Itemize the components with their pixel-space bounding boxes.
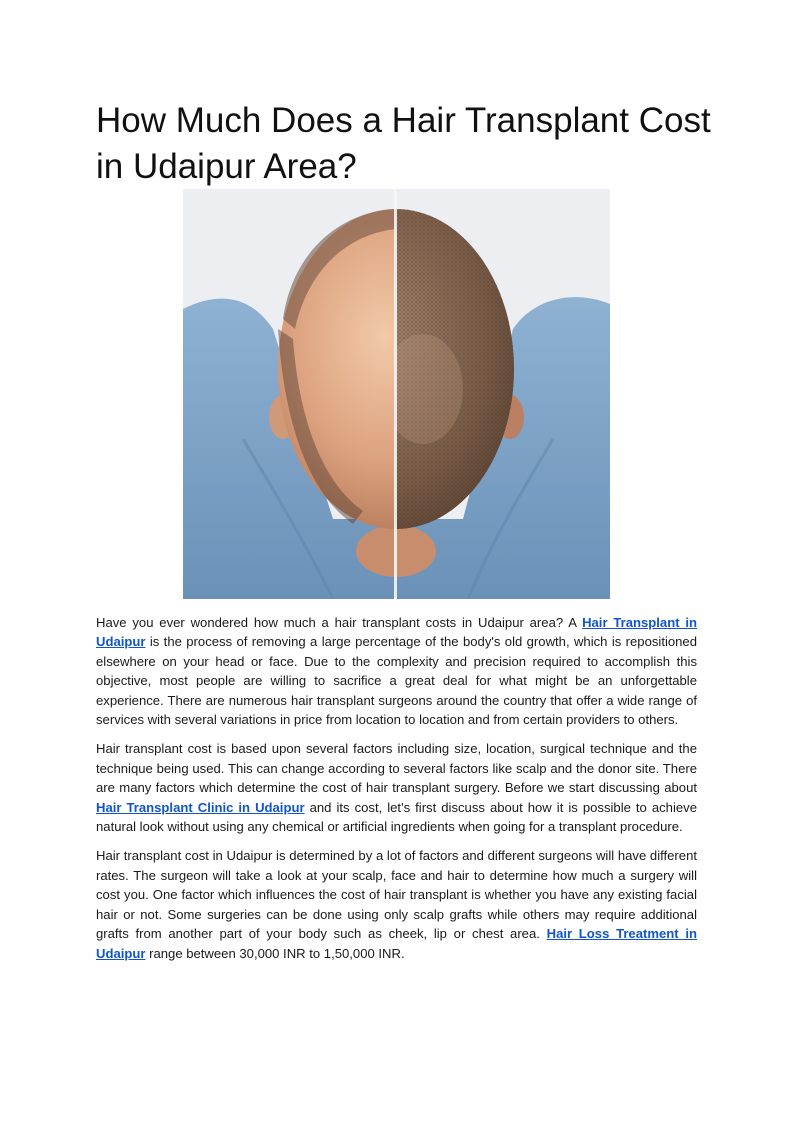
paragraph-3: Hair transplant cost in Udaipur is determined by a lot of factors and different surgeons will have different rates. The surgeon will take a look at your scalp, face and hair to determine how much a surgery will cost you. One factor which influences the cost of hair transplant is whether you have any existing facial hair or not. Some surgeries can be done using only scalp grafts while others may require additional grafts from another part of your body such as cheek, lip or chest area. Hair Loss Treatment in Udaipur range between 30,000 INR to 1,50,000 INR. [96,848,697,961]
hair-loss-treatment-link[interactable]: Hair Loss Treatment in Udaipur [96,926,697,961]
paragraph-2: Hair transplant cost is based upon several factors including size, location, surgical technique and the technique being used. This can change according to several factors like scalp and the donor site. There are many factors which determine the cost of hair transplant surgery. Before we start discussing about Hair Transplant Clinic in Udaipur and its cost, let's first discuss about how it is possible to achieve natural look without using any chemical or artificial ingredients when going for a transplant procedure. [96,741,697,835]
hair-transplant-in-udaipur-link[interactable]: Hair Transplant in Udaipur [96,615,698,650]
hair-transplant-image [183,189,610,599]
page-title: How Much Does a Hair Transplant Cost in Udaipur Area? [96,101,711,186]
article-body [96,613,697,973]
paragraph-1: Have you ever wondered how much a hair transplant costs in Udaipur area? A Hair Transplant in Udaipur is the process of removing a large percentage of the body's old growth, which is repositioned elsewhere on your head or face. Due to the complexity and precision required to accomplish this objective, most people are willing to sacrifice a great deal for what might be an unforgettable experience. There are numerous hair transplant surgeons around the country that offer a wide range of services with several variations in price from location to location and from certain providers to others. [96,615,698,728]
hair-transplant-before-after-photo [183,189,610,599]
hair-transplant-clinic-link[interactable]: Hair Transplant Clinic in Udaipur [96,799,305,815]
